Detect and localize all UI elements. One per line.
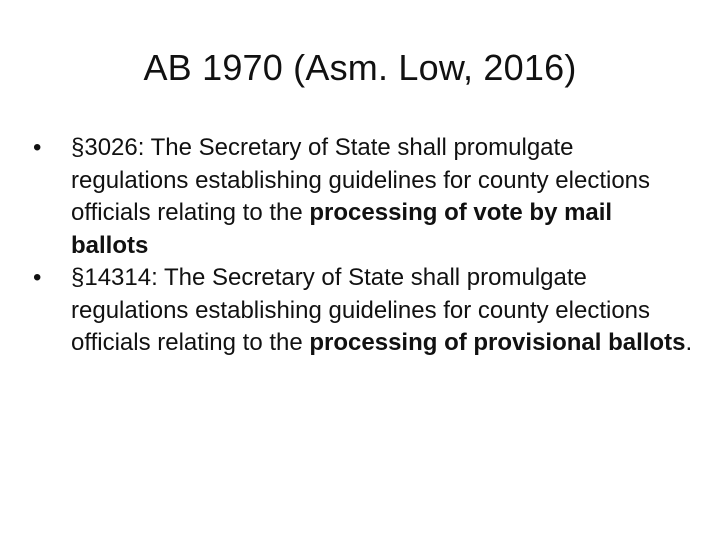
bullet-dot-icon: • <box>33 264 42 291</box>
bullet-list <box>30 132 695 360</box>
bullet-bold-text: processing of provisional ballots <box>309 329 686 356</box>
bullet-item-3026 <box>30 132 695 262</box>
bullet-bold-text: processing of vote by mail ballots <box>71 199 613 259</box>
bullet-item-14314 <box>30 262 695 360</box>
bullet-tail-text: . <box>685 329 693 356</box>
bullet-dot-icon: • <box>33 134 42 161</box>
slide-title: AB 1970 (Asm. Low, 2016) <box>143 47 577 88</box>
bullet-text: §14314: The Secretary of State shall promulgate regulations establishing guidelines for county elections officials relating to the <box>71 264 651 356</box>
bullet-text: §3026: The Secretary of State shall promulgate regulations establishing guidelines for county elections officials relating to the <box>71 134 651 226</box>
